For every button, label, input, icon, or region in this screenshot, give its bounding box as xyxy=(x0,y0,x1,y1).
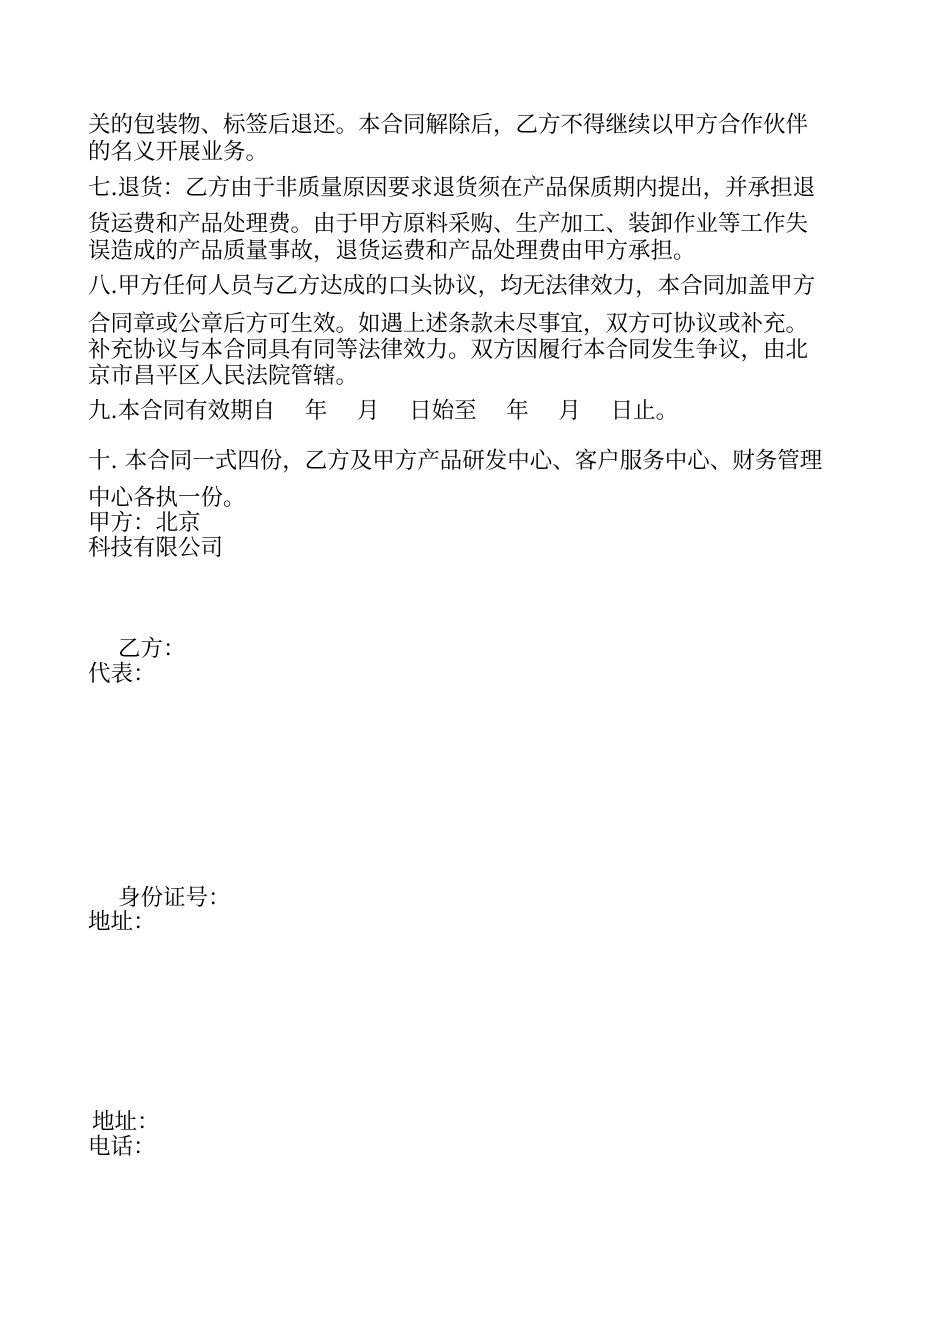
id-number-label: 身份证号： xyxy=(118,885,231,911)
clause-eight-line-3: 补充协议与本合同具有同等法律效力。双方因履行本合同发生争议，由北 xyxy=(88,337,809,363)
party-a-label: 甲方：北京 xyxy=(88,510,201,536)
address-label-2: 地址： xyxy=(92,1109,160,1135)
clause-seven-line-2: 货运费和产品处理费。由于甲方原料采购、生产加工、装卸作业等工作失 xyxy=(88,211,809,237)
clause-seven-line-1: 七.退货：乙方由于非质量原因要求退货须在产品保质期内提出，并承担退 xyxy=(88,175,816,201)
clause-seven-line-3: 误造成的产品质量事故，退货运费和产品处理费由甲方承担。 xyxy=(88,238,696,264)
clause-eight-line-4: 京市昌平区人民法院管辖。 xyxy=(88,363,359,389)
clause-nine-validity: 九.本合同有效期自 年 月 日始至 年 月 日止。 xyxy=(88,398,679,424)
party-b-label: 乙方： xyxy=(118,636,186,662)
clause-six-tail-line-1: 关的包装物、标签后退还。本合同解除后，乙方不得继续以甲方合作伙伴 xyxy=(88,112,809,138)
clause-ten-line-2: 中心各执一份。 xyxy=(88,485,246,511)
phone-label: 电话： xyxy=(88,1134,156,1160)
address-label-1: 地址： xyxy=(88,909,156,935)
clause-eight-line-1: 八.甲方任何人员与乙方达成的口头协议，均无法律效力，本合同加盖甲方 xyxy=(88,273,816,299)
clause-ten-line-1: 十. 本合同一式四份，乙方及甲方产品研发中心、客户服务中心、财务管理 xyxy=(88,448,823,474)
representative-label: 代表： xyxy=(88,661,156,687)
clause-six-tail-line-2: 的名义开展业务。 xyxy=(88,139,269,165)
clause-eight-line-2: 合同章或公章后方可生效。如遇上述条款未尽事宜，双方可协议或补充。 xyxy=(88,311,809,337)
party-a-company: 科技有限公司 xyxy=(88,535,224,561)
